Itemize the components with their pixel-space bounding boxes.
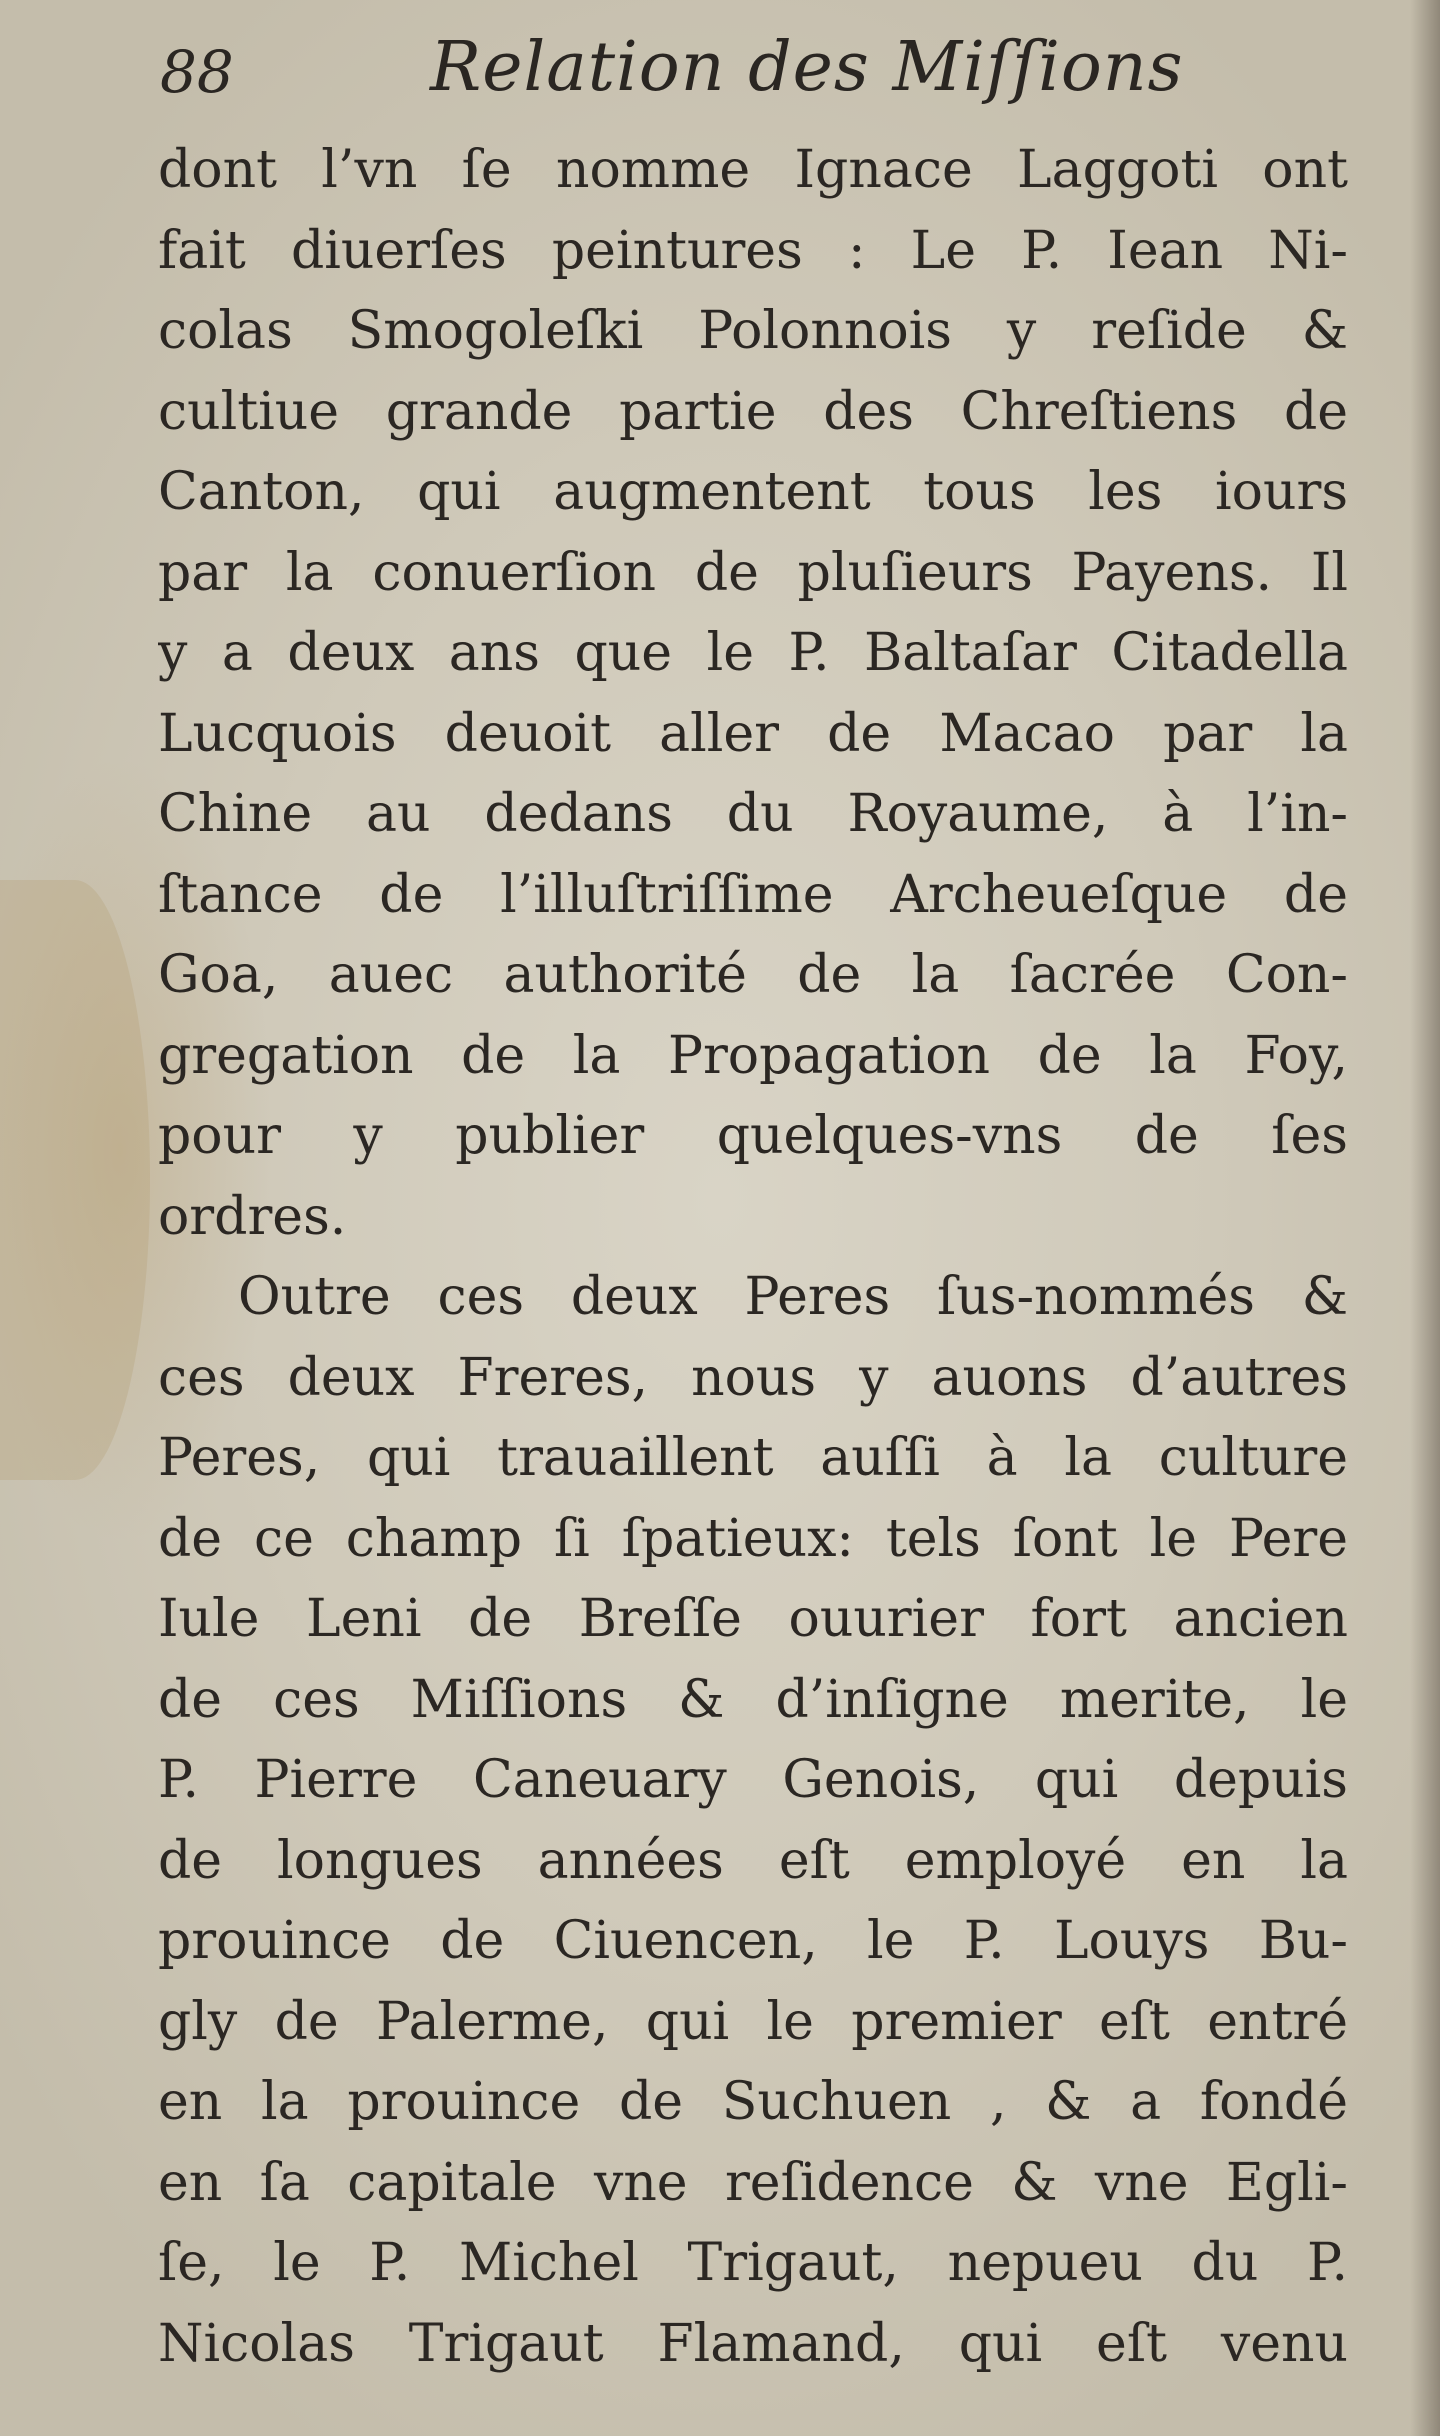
- text-line: dont l’vn ſe nomme Ignace Laggoti ont: [158, 140, 1348, 200]
- text-line: de longues années eſt employé en la: [158, 1830, 1348, 1891]
- page-number: 88: [160, 38, 234, 106]
- text-line: ſe, le P. Michel Trigaut, nepueu du P.: [158, 2233, 1348, 2293]
- text-line: Iule Leni de Breſſe ouurier fort ancien: [158, 1589, 1348, 1649]
- text-line: de ce champ ſi ſpatieux: tels ſont le Pere: [158, 1508, 1348, 1569]
- body-text: [158, 130, 1348, 2384]
- text-line: y a deux ans que le P. Baltaſar Citadella: [158, 623, 1348, 683]
- text-line: gregation de la Propagation de la Foy,: [158, 1025, 1348, 1086]
- page-edge-shadow: [1410, 0, 1440, 2436]
- text-line: de ces Miſſions & d’inſigne merite, le: [158, 1669, 1348, 1730]
- text-line: Chine au dedans du Royaume, à l’in-: [158, 784, 1348, 844]
- text-line: pour y publier quelques-vns de ſes: [158, 1106, 1348, 1166]
- text-line: colas Smogoleſki Polonnois y reſide &: [158, 301, 1348, 361]
- text-line: cultiue grande partie des Chreſtiens de: [158, 381, 1348, 442]
- page-stain: [0, 880, 150, 1480]
- text-line: Nicolas Trigaut Flamand, qui eſt venu: [158, 2313, 1348, 2374]
- paragraph-start-line: Outre ces deux Peres ſus-nommés &: [238, 1267, 1348, 1327]
- text-line: Canton, qui augmentent tous les iours: [158, 462, 1348, 522]
- text-line: ces deux Freres, nous y auons d’autres: [158, 1347, 1348, 1408]
- text-line: en ſa capitale vne reſidence & vne Egli-: [158, 2152, 1348, 2213]
- text-line: ordres.: [158, 1186, 347, 1247]
- text-line: par la conuerſion de pluſieurs Payens. Il: [158, 542, 1348, 603]
- text-line: en la prouince de Suchuen , & a fondé: [158, 2072, 1348, 2132]
- text-line: Lucquois deuoit aller de Macao par la: [158, 703, 1348, 764]
- running-title: Relation des Miſſions: [430, 28, 1184, 107]
- text-line: prouince de Ciuencen, le P. Louys Bu-: [158, 1911, 1348, 1971]
- text-line: P. Pierre Caneuary Genois, qui depuis: [158, 1750, 1348, 1810]
- text-line: Goa, auec authorité de la ſacrée Con-: [158, 945, 1348, 1005]
- text-line: gly de Palerme, qui le premier eſt entré: [158, 1991, 1348, 2052]
- text-line: Peres, qui trauaillent auſſi à la culture: [158, 1428, 1348, 1488]
- text-line: fait diuerſes peintures : Le P. Iean Ni-: [158, 220, 1348, 281]
- text-line: ſtance de l’illuſtriſſime Archeueſque de: [158, 864, 1348, 925]
- running-head: [160, 28, 1360, 128]
